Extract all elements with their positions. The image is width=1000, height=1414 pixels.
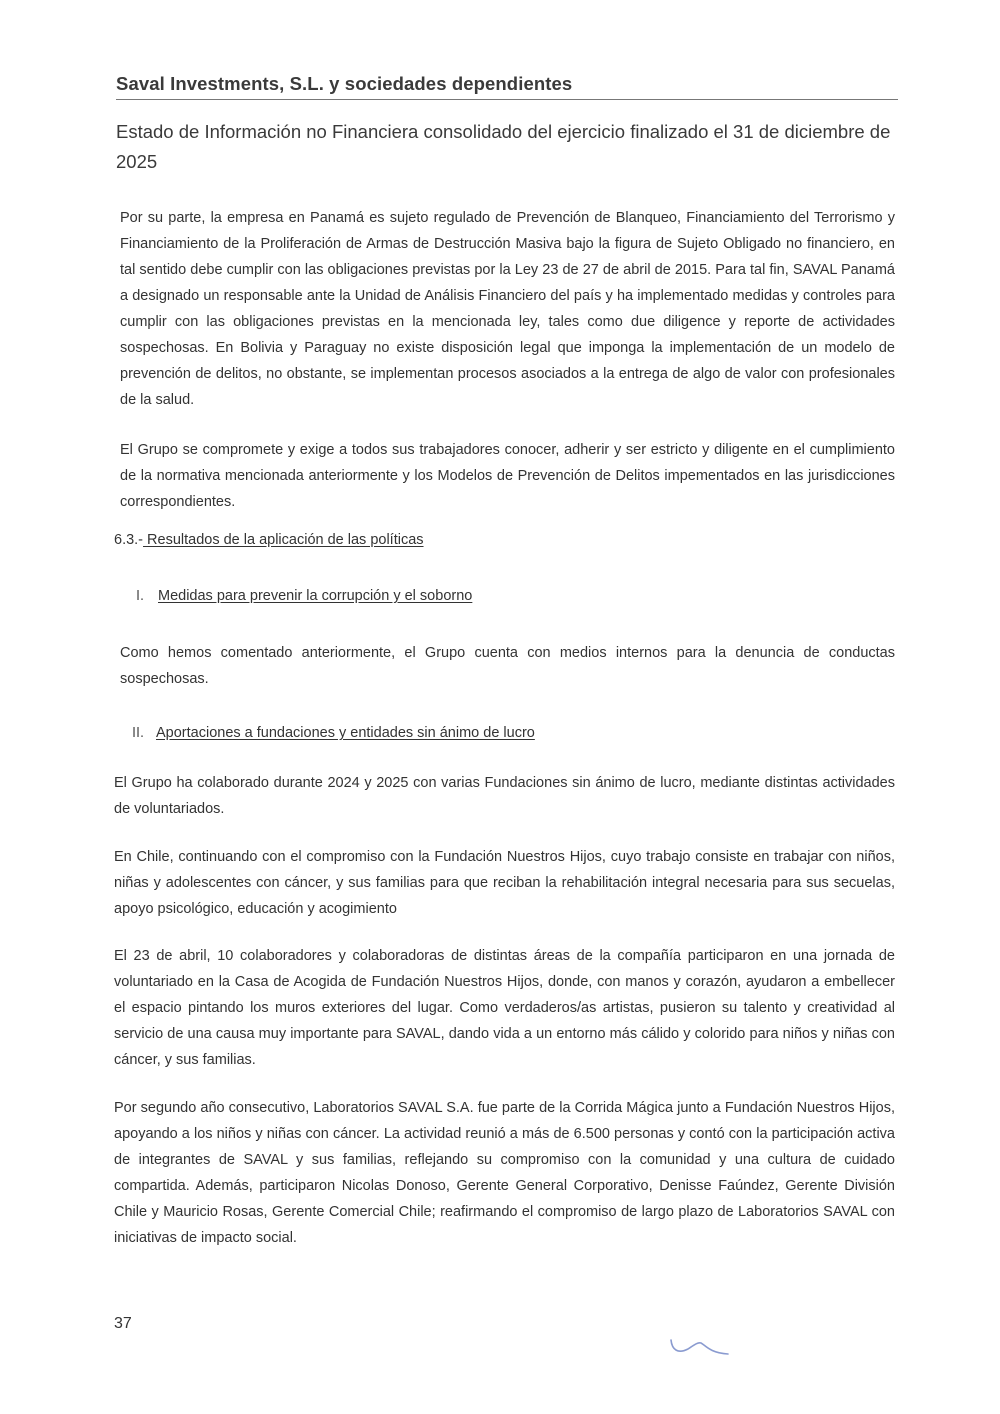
subsection-title: Aportaciones a fundaciones y entidades sin ánimo de lucro [156, 725, 535, 741]
subsection-numeral: I. [136, 588, 145, 604]
section-heading [114, 532, 424, 548]
paragraph-corrida-magica: Por segundo año consecutivo, Laboratorios SAVAL S.A. fue parte de la Corrida Mágica junto a Fundación Nuestros Hijos, apoyando a los niños y niñas con cáncer. La actividad reunió a más de 6.500 personas y contó con la participación activa de integrantes de SAVAL y sus familias, reflejando su compromiso con la comunidad y una cultura de cuidado compartida. Además, participaron Nicolas Donoso, Gerente General Corporativo, Denisse Faúndez, Gerente División Chile y Mauricio Rosas, Gerente Comercial Chile; reafirmando el compromiso de largo plazo de Laboratorios SAVAL con iniciativas de impacto social. [114, 1100, 895, 1246]
subsection-numeral: II. [132, 725, 145, 741]
paragraph-foundations: El Grupo ha colaborado durante 2024 y 2025 con varias Fundaciones sin ánimo de lucro, mediante distintas actividades de voluntariados. [114, 775, 895, 817]
page-number: 37 [114, 1315, 132, 1332]
paragraph-commitment: El Grupo se compromete y exige a todos sus trabajadores conocer, adherir y ser estricto y diligente en el cumplimiento de la normativa mencionada anteriormente y los Modelos de Prevención de Delitos impementados en las jurisdicciones correspondientes. [120, 442, 895, 510]
company-name: Saval Investments, S.L. y sociedades dependientes [116, 73, 573, 94]
section-title: Resultados de la aplicación de las políticas [143, 532, 424, 548]
paragraph-panama: Por su parte, la empresa en Panamá es sujeto regulado de Prevención de Blanqueo, Financiamiento del Terrorismo y Financiamiento de la Proliferación de Armas de Destrucción Masiva bajo la figura de Sujeto Obligado no financiero, en tal sentido debe cumplir con las obligaciones previstas por la Ley 23 de 27 de abril de 2015. Para tal fin, SAVAL Panamá a designado un responsable ante la Unidad de Análisis Financiero del país y ha implementado medidas y controles para cumplir con las obligaciones previstas en la mencionada ley, tales como due diligence y reporte de actividades sospechosas. En Bolivia y Paraguay no existe disposición legal que imponga la implementación de un modelo de prevención de delitos, no obstante, se implementan procesos asociados a la entrega de algo de valor con profesionales de la salud. [120, 210, 895, 408]
section-number: 6.3.- [114, 532, 144, 548]
subsection-heading [136, 588, 472, 604]
document-subtitle: Estado de Información no Financiera consolidado del ejercicio finalizado el 31 de diciembre de 2025 [116, 121, 891, 172]
signature-mark [668, 1334, 730, 1362]
paragraph-volunteering: El 23 de abril, 10 colaboradores y colaboradoras de distintas áreas de la compañía participaron en una jornada de voluntariado en la Casa de Acogida de Fundación Nuestros Hijos, donde, con manos y corazón, ayudaron a embellecer el espacio pintando los muros exteriores del lugar. Como verdaderos/as artistas, pusieron su talento y creatividad al servicio de una causa muy importante para SAVAL, dando vida a un entorno más cálido y colorido para niños y niñas con cáncer, y sus familias. [114, 948, 895, 1068]
paragraph-chile: En Chile, continuando con el compromiso con la Fundación Nuestros Hijos, cuyo trabajo consiste en trabajar con niños, niñas y adolescentes con cáncer, y sus familias para que reciban la rehabilitación integral necesaria para sus secuelas, apoyo psicológico, educación y acogimiento [114, 849, 895, 917]
header-rule [116, 99, 898, 100]
subsection-heading [132, 725, 535, 741]
subsection-title: Medidas para prevenir la corrupción y el soborno [158, 588, 473, 604]
paragraph-internal-means: Como hemos comentado anteriormente, el Grupo cuenta con medios internos para la denuncia de conductas sospechosas. [120, 645, 895, 687]
